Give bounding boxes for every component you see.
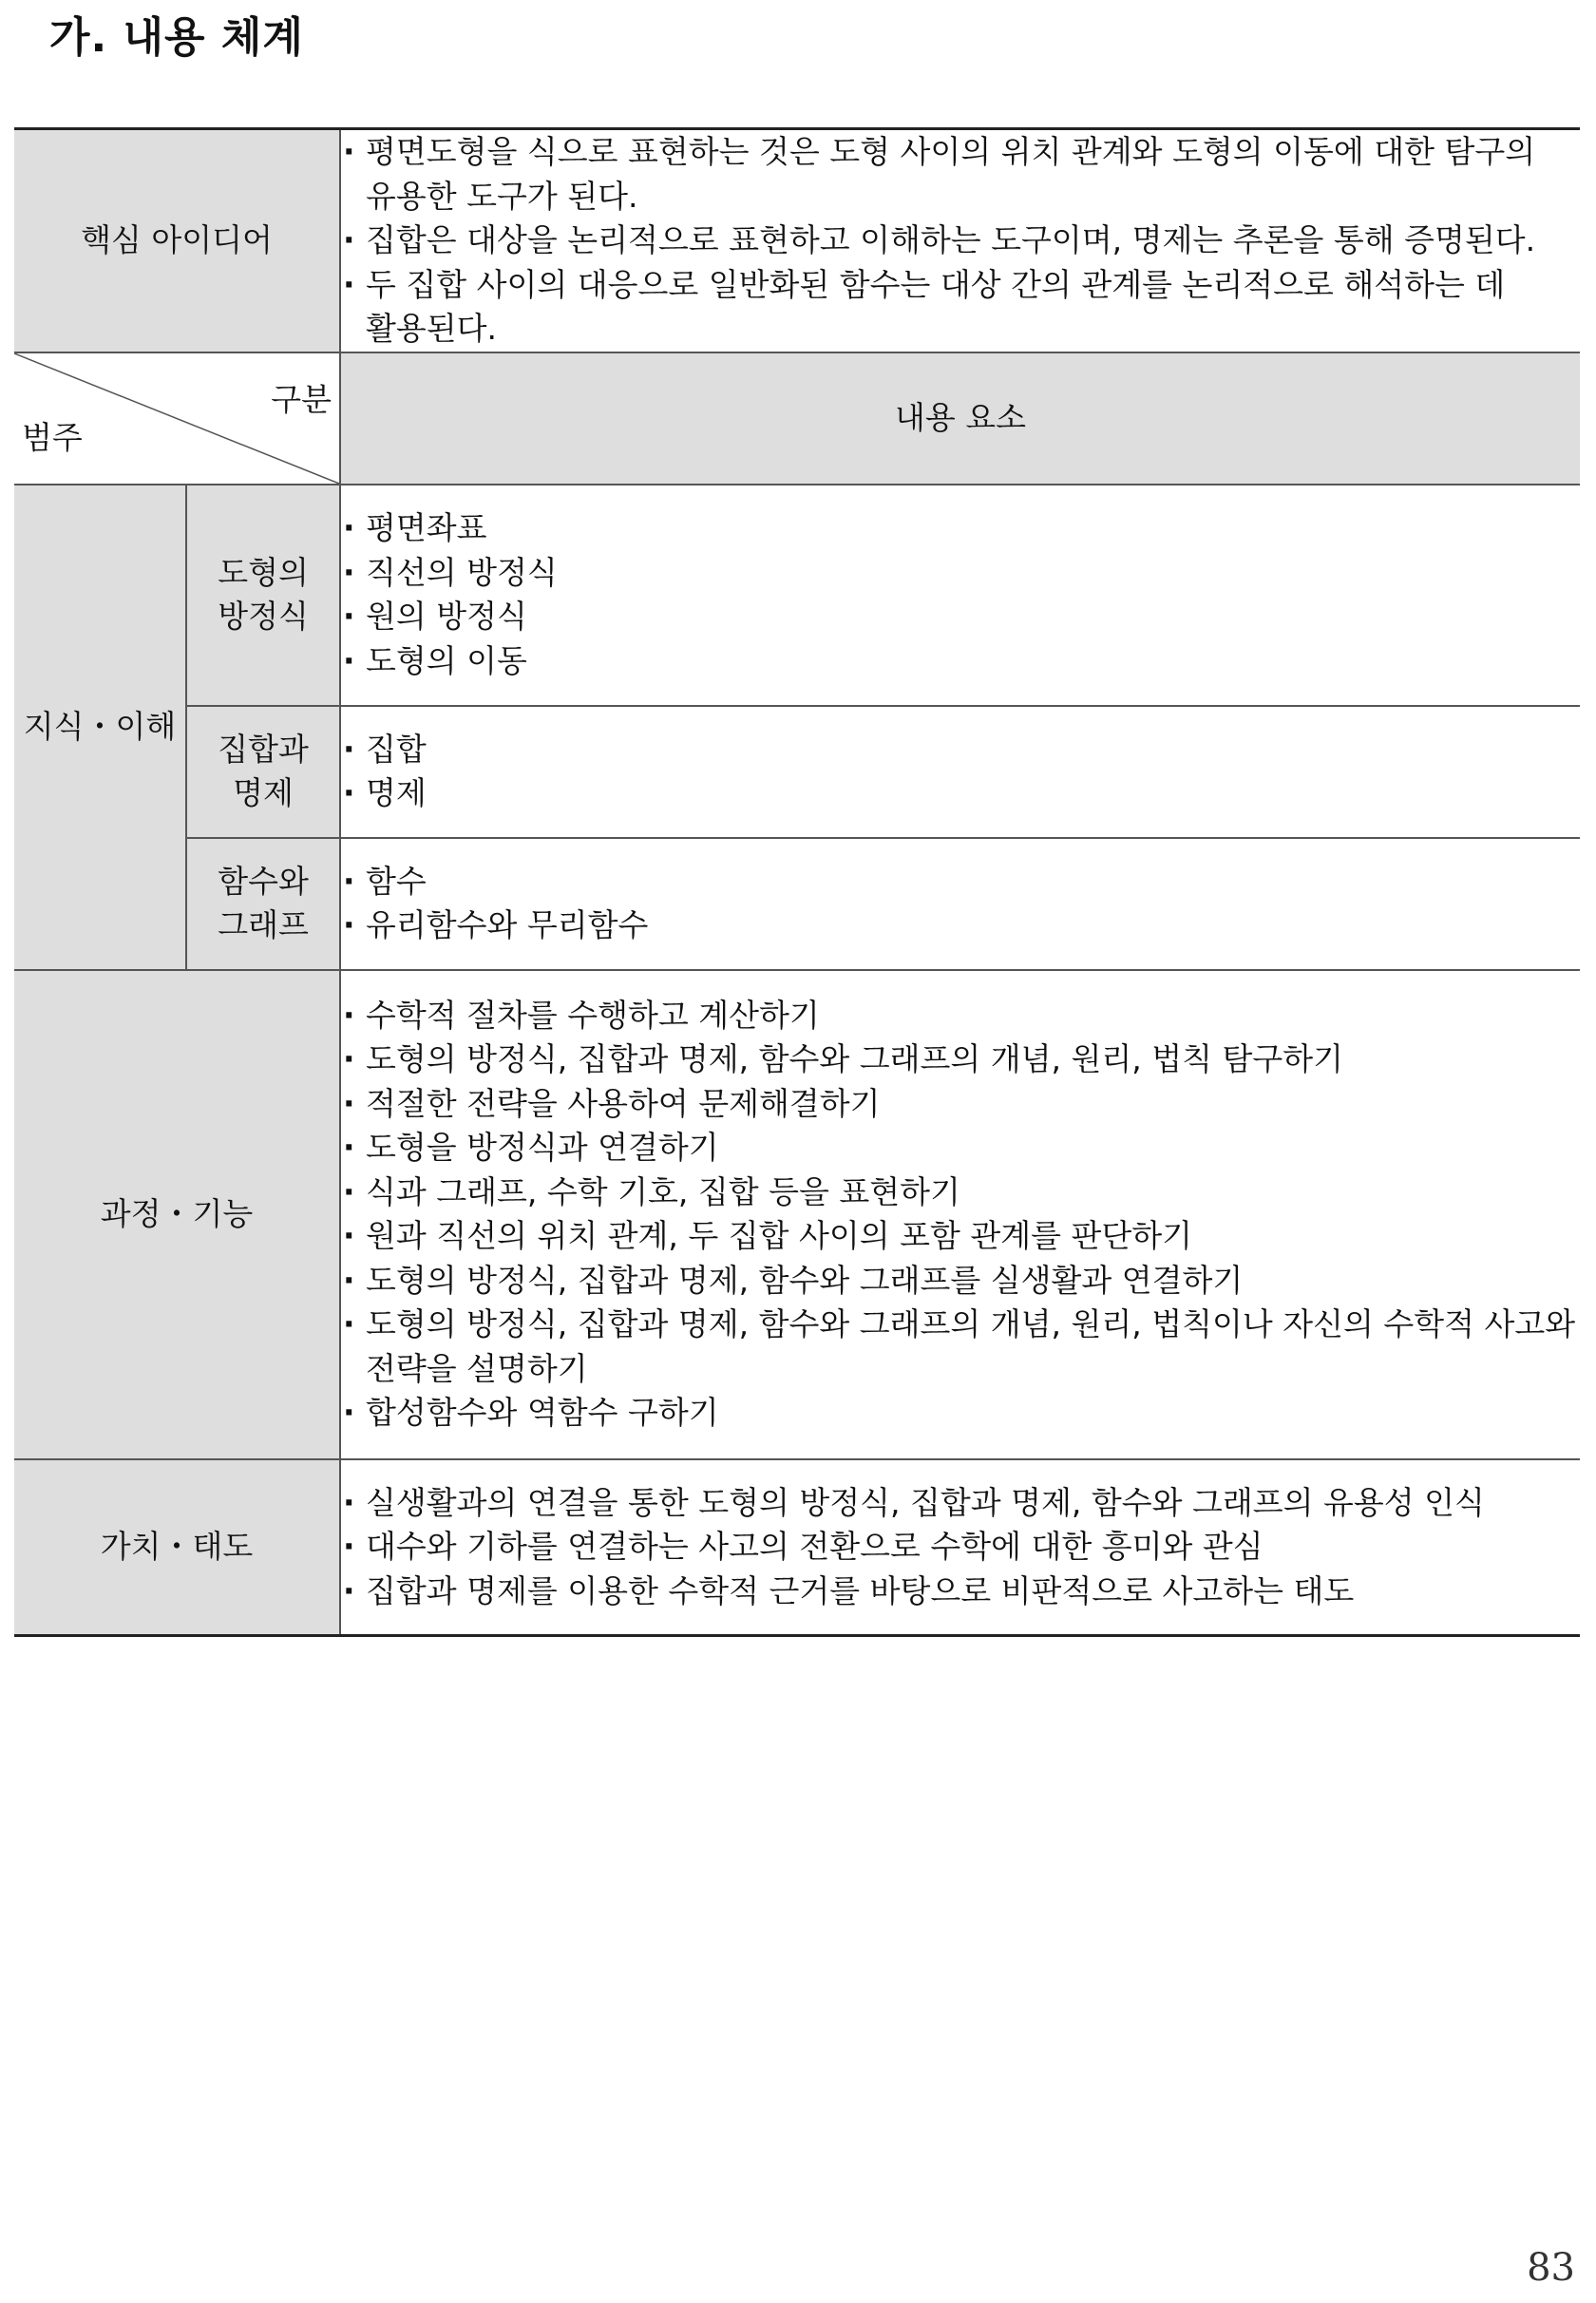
sub-label-line: 그래프 bbox=[218, 906, 309, 943]
content-system-table bbox=[14, 127, 1580, 1637]
knowledge-sub-label-1 bbox=[186, 485, 340, 706]
list-item: · 원과 직선의 위치 관계, 두 집합 사이의 포함 관계를 판단하기 bbox=[341, 1214, 1580, 1259]
header-row bbox=[14, 352, 1580, 485]
list-item: · 도형의 방정식, 집합과 명제, 함수와 그래프의 개념, 원리, 법칙이나 자신의 수학적 사고와 전략을 설명하기 bbox=[341, 1303, 1580, 1391]
list-item: · 적절한 전략을 사용하여 문제해결하기 bbox=[341, 1082, 1580, 1127]
knowledge-list-2 bbox=[341, 728, 1580, 816]
knowledge-items-1 bbox=[340, 485, 1580, 706]
list-item: · 집합은 대상을 논리적으로 표현하고 이해하는 도구이며, 명제는 추론을 통해 증명된다. bbox=[341, 219, 1580, 263]
process-category: 과정・기능 bbox=[14, 970, 340, 1459]
list-item: · 함수 bbox=[341, 860, 1580, 904]
knowledge-list-1 bbox=[341, 506, 1580, 683]
knowledge-sub-label-3 bbox=[186, 838, 340, 970]
list-item: · 명제 bbox=[341, 771, 1580, 816]
list-item: · 집합 bbox=[341, 728, 1580, 772]
division-label: 구분 bbox=[271, 380, 332, 418]
core-idea-list bbox=[341, 130, 1580, 352]
list-item: · 수학적 절차를 수행하고 계산하기 bbox=[341, 994, 1580, 1038]
list-item: · 도형의 방정식, 집합과 명제, 함수와 그래프의 개념, 원리, 법칙 탐구하기 bbox=[341, 1037, 1580, 1082]
knowledge-list-3 bbox=[341, 860, 1580, 948]
process-items bbox=[340, 970, 1580, 1459]
list-item: · 도형의 방정식, 집합과 명제, 함수와 그래프를 실생활과 연결하기 bbox=[341, 1259, 1580, 1304]
knowledge-category: 지식・이해 bbox=[14, 485, 186, 970]
list-item: · 집합과 명제를 이용한 수학적 근거를 바탕으로 비판적으로 사고하는 태도 bbox=[341, 1570, 1580, 1614]
sub-label-line: 집합과 bbox=[218, 730, 309, 768]
knowledge-items-3 bbox=[340, 838, 1580, 970]
process-list bbox=[341, 994, 1580, 1436]
list-item: · 실생활과의 연결을 통한 도형의 방정식, 집합과 명제, 함수와 그래프의 유용성 인식 bbox=[341, 1481, 1580, 1526]
sub-label-line: 도형의 bbox=[218, 553, 309, 591]
list-item: · 평면좌표 bbox=[341, 506, 1580, 551]
knowledge-row-1 bbox=[14, 485, 1580, 706]
category-header-cell bbox=[14, 352, 340, 485]
category-label: 범주 bbox=[22, 419, 83, 456]
list-item: · 대수와 기하를 연결하는 사고의 전환으로 수학에 대한 흥미와 관심 bbox=[341, 1525, 1580, 1570]
content-elements-header: 내용 요소 bbox=[340, 352, 1580, 485]
value-category: 가치・태도 bbox=[14, 1459, 340, 1636]
page-number: 83 bbox=[1527, 2246, 1575, 2290]
sub-label-line: 명제 bbox=[233, 774, 294, 811]
list-item: · 유리함수와 무리함수 bbox=[341, 904, 1580, 948]
sub-label-line: 방정식 bbox=[218, 598, 309, 635]
list-item: · 합성함수와 역함수 구하기 bbox=[341, 1391, 1580, 1436]
sub-label-line: 함수와 bbox=[218, 862, 309, 900]
knowledge-sub-label-2 bbox=[186, 706, 340, 838]
value-items bbox=[340, 1459, 1580, 1636]
knowledge-row-2 bbox=[14, 706, 1580, 838]
core-idea-label: 핵심 아이디어 bbox=[14, 129, 340, 352]
list-item: · 도형을 방정식과 연결하기 bbox=[341, 1126, 1580, 1171]
list-item: · 평면도형을 식으로 표현하는 것은 도형 사이의 위치 관계와 도형의 이동에 대한 탐구의 유용한 도구가 된다. bbox=[341, 130, 1580, 219]
process-row bbox=[14, 970, 1580, 1459]
knowledge-row-3 bbox=[14, 838, 1580, 970]
section-heading: 가. 내용 체계 bbox=[49, 13, 304, 62]
knowledge-items-2 bbox=[340, 706, 1580, 838]
core-idea-cell bbox=[340, 129, 1580, 352]
core-idea-row bbox=[14, 129, 1580, 352]
list-item: · 두 집합 사이의 대응으로 일반화된 함수는 대상 간의 관계를 논리적으로 해석하는 데 활용된다. bbox=[341, 263, 1580, 352]
value-row bbox=[14, 1459, 1580, 1636]
list-item: · 도형의 이동 bbox=[341, 639, 1580, 684]
list-item: · 식과 그래프, 수학 기호, 집합 등을 표현하기 bbox=[341, 1171, 1580, 1215]
list-item: · 직선의 방정식 bbox=[341, 551, 1580, 596]
value-list bbox=[341, 1481, 1580, 1614]
list-item: · 원의 방정식 bbox=[341, 595, 1580, 639]
